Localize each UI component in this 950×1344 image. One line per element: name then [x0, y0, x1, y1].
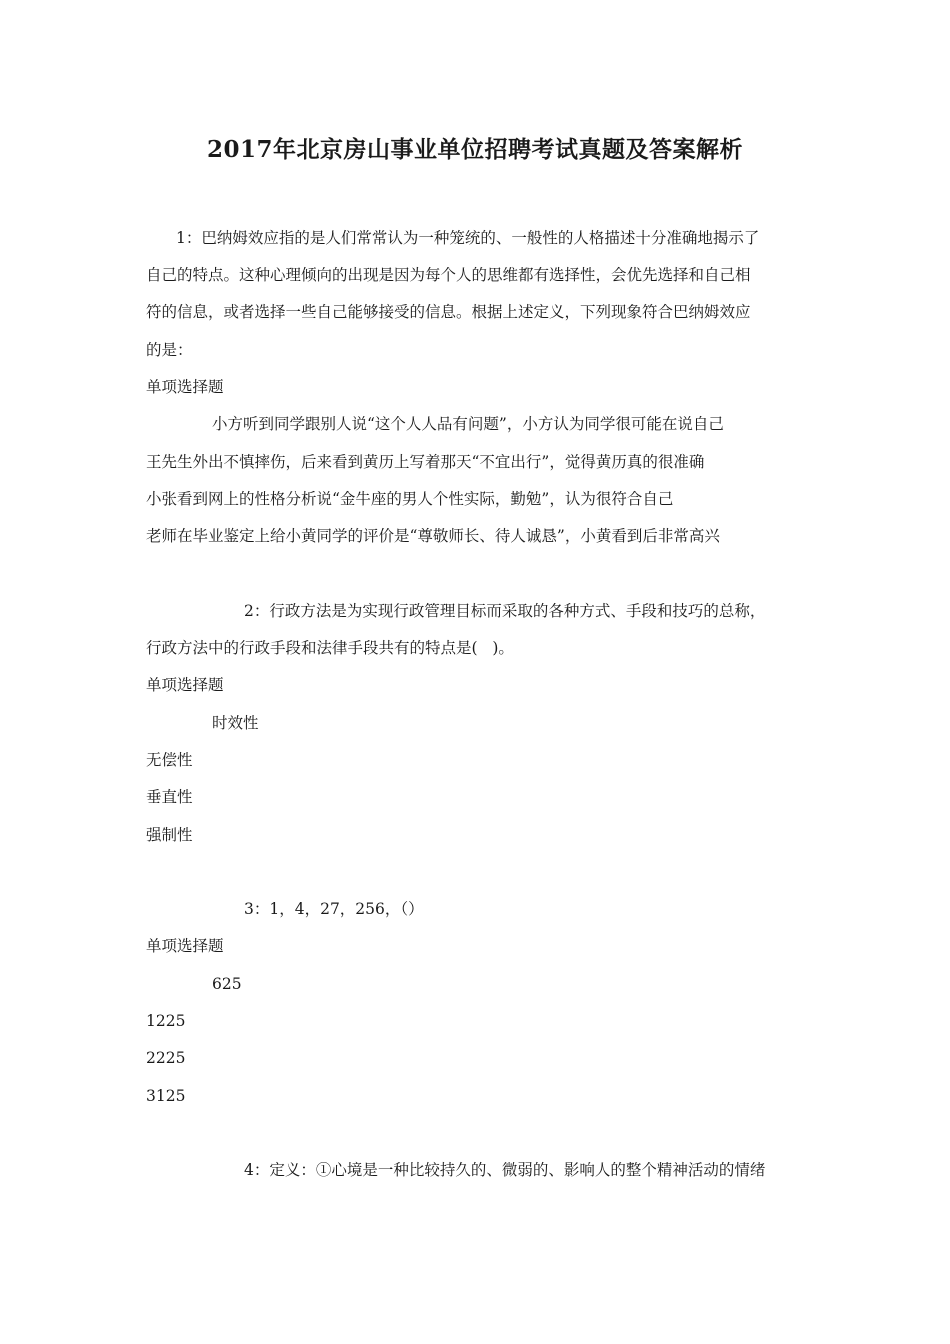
question-1-option-b: 王先生外出不慎摔伤，后来看到黄历上写着那天“不宜出行”，觉得黄历真的很准确 — [146, 453, 705, 471]
question-2-option-b: 无偿性 — [146, 751, 193, 769]
question-1-text-line-4: 的是： — [146, 341, 193, 359]
question-1-text-line-1: 1：巴纳姆效应指的是人们常常认为一种笼统的、一般性的人格描述十分准确地揭示了 — [176, 229, 760, 247]
question-1-text-line-2: 自己的特点。这种心理倾向的出现是因为每个人的思维都有选择性，会优先选择和自己相 — [146, 266, 751, 284]
question-2-text-line-2: 行政方法中的行政手段和法律手段共有的特点是( )。 — [146, 639, 514, 657]
question-2-option-d: 强制性 — [146, 826, 193, 844]
question-3-option-a: 625 — [212, 975, 242, 993]
question-3-option-d: 3125 — [146, 1087, 186, 1105]
question-3-option-c: 2225 — [146, 1049, 186, 1067]
question-2-type: 单项选择题 — [146, 676, 224, 694]
question-2-option-a: 时效性 — [212, 714, 259, 732]
question-4-text-line-1: 4：定义：①心境是一种比较持久的、微弱的、影响人的整个精神活动的情绪 — [244, 1161, 766, 1179]
document-title: 2017年北京房山事业单位招聘考试真题及答案解析 — [206, 136, 743, 163]
question-1-option-c: 小张看到网上的性格分析说“金牛座的男人个性实际，勤勉”，认为很符合自己 — [146, 490, 674, 508]
question-2-option-c: 垂直性 — [146, 788, 193, 806]
question-3-type: 单项选择题 — [146, 937, 224, 955]
question-2-text-line-1: 2：行政方法是为实现行政管理目标而采取的各种方式、手段和技巧的总称， — [244, 602, 766, 620]
question-1-type: 单项选择题 — [146, 378, 224, 396]
question-1-text-line-3: 符的信息，或者选择一些自己能够接受的信息。根据上述定义，下列现象符合巴纳姆效应 — [146, 303, 751, 321]
question-3-option-b: 1225 — [146, 1012, 186, 1030]
question-1-option-a: 小方听到同学跟别人说“这个人人品有问题”，小方认为同学很可能在说自己 — [212, 415, 724, 433]
question-3-text-line-1: 3：1，4，27，256，（） — [244, 900, 424, 918]
question-1-option-d: 老师在毕业鉴定上给小黄同学的评价是“尊敬师长、待人诚恳”，小黄看到后非常高兴 — [146, 527, 720, 545]
